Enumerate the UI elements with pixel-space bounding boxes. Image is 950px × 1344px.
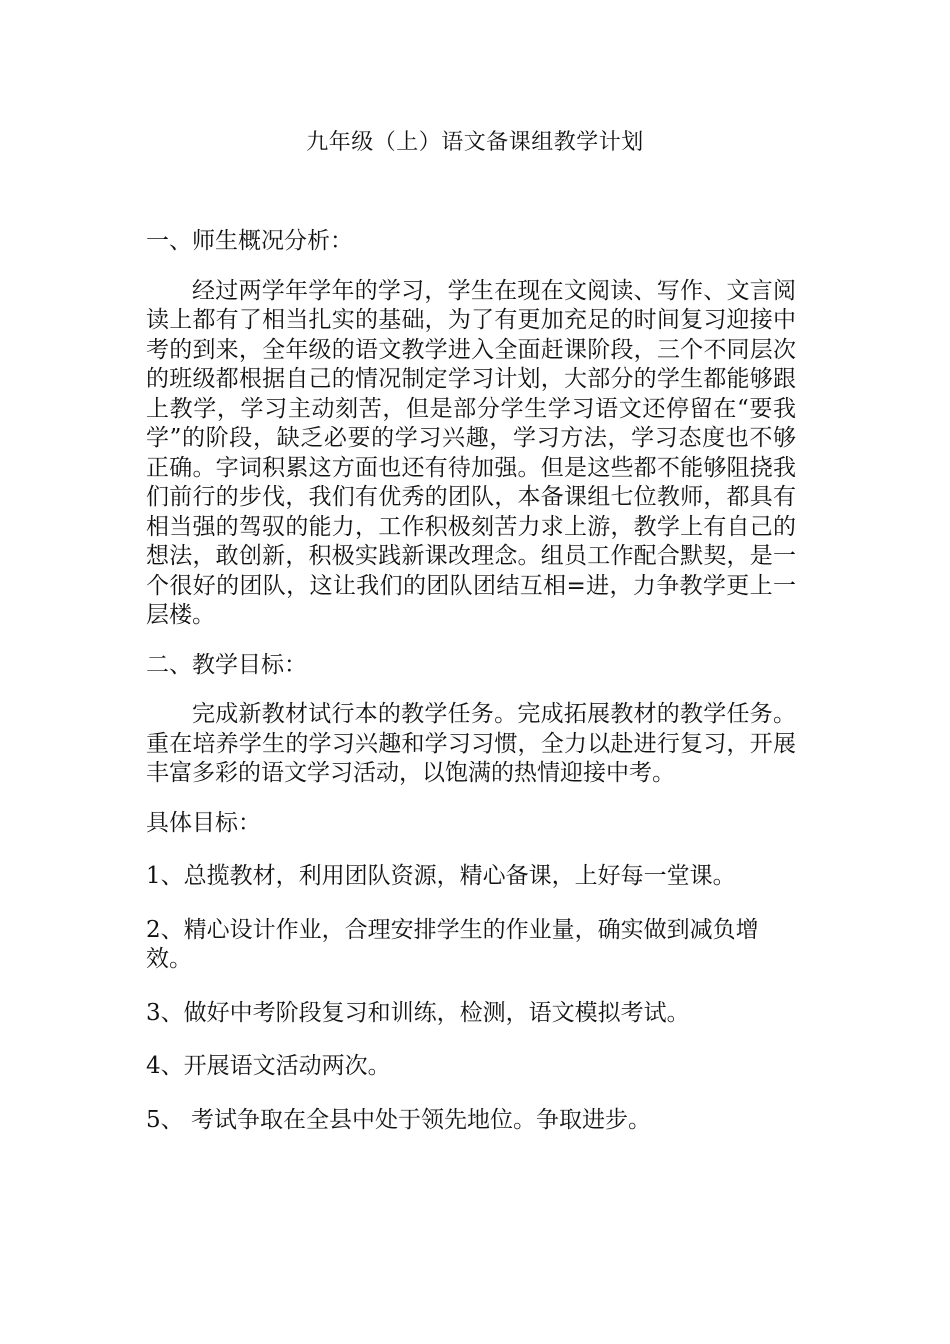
goal-item: 3、做好中考阶段复习和训练，检测，语文模拟考试。 [146,999,690,1026]
section-heading-goals: 二、教学目标： [146,651,307,678]
document-body [146,227,796,1159]
goal-item: 2、精心设计作业，合理安排学生的作业量，确实做到减负增效。 [146,916,759,972]
goal-item: 1、总揽教材，利用团队资源，精心备课，上好每一堂课。 [146,863,736,889]
section-heading-analysis: 一、师生概况分析： [146,228,353,254]
specific-goals-heading: 具体目标： [146,809,261,836]
goal-item: 5、 考试争取在全县中处于领先地位。争取进步。 [146,1106,651,1133]
analysis-paragraph: 经过两学年学年的学习，学生在现在文阅读、写作、文言阅读上都有了相当扎实的基础，为了有更加充足的时间复习迎接中考的到来，全年级的语文教学进入全面赶课阶段，三个不同层次的班级都根据自己的情况制定学习计划，大部分的学生都能够跟上教学，学习主动刻苦，但是部分学生学习语文还停留在“要我学”的阶段，缺乏必要的学习兴趣，学习方法，学习态度也不够正确。字词积累这方面也还有待加强。但是这些都不能够阻挠我们前行的步伐，我们有优秀的团队，本备课组七位教师，都具有相当强的驾驭的能力，工作积极刻苦力求上游，教学上有自己的想法，敢创新，积极实践新课改理念。组员工作配合默契，是一个很好的团队，这让我们的团队团结互相=进，力争教学更上一层楼。 [146,277,796,628]
document-title: 九年级（上）语文备课组教学计划 [306,130,644,155]
goal-item: 4、开展语文活动两次。 [146,1053,391,1079]
goals-paragraph: 完成新教材试行本的教学任务。完成拓展教材的教学任务。重在培养学生的学习兴趣和学习习惯，全力以赴进行复习，开展丰富多彩的语文学习活动，以饱满的热情迎接中考。 [146,701,796,786]
